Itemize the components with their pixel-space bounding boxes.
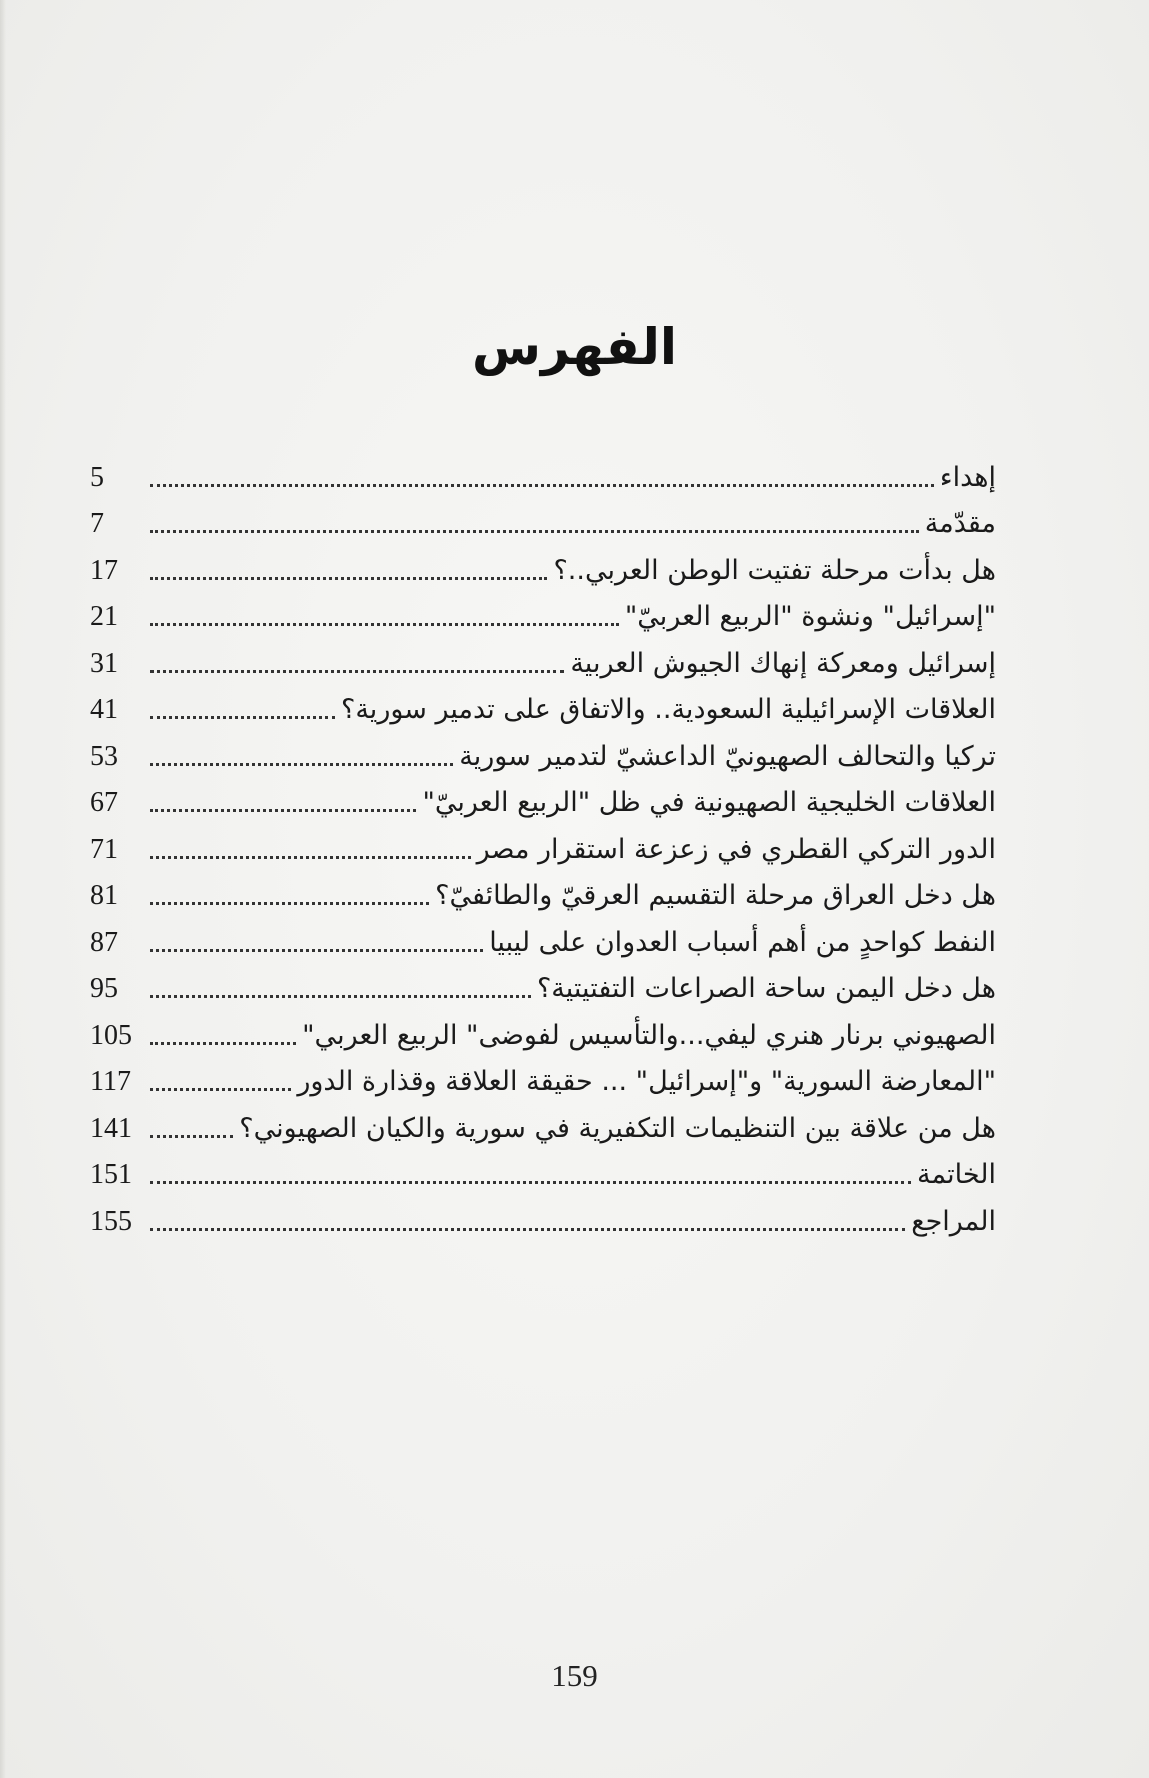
toc-dot-leader	[150, 670, 564, 673]
toc-entry-page: 155	[90, 1205, 132, 1237]
toc-dot-leader	[150, 856, 471, 859]
toc-entry	[90, 727, 996, 774]
toc-entry-title: هل دخل اليمن ساحة الصراعات التفتيتية؟	[536, 973, 996, 1004]
toc-entry-title: الخاتمة	[917, 1159, 996, 1190]
toc-entry	[90, 913, 996, 960]
toc-entry-page: 141	[90, 1112, 132, 1144]
toc-entry-title: "إسرائيل" ونشوة "الربيع العربيّ"	[624, 601, 996, 632]
toc-entry	[90, 774, 996, 821]
toc-entry-page: 7	[90, 508, 104, 539]
toc-entry-page: 95	[90, 973, 118, 1004]
page-number: 159	[551, 1658, 598, 1693]
toc-entry-title: هل دخل العراق مرحلة التقسيم العرقيّ والطائفيّ؟	[435, 880, 996, 911]
toc-entry-title: هل بدأت مرحلة تفتيت الوطن العربي..؟	[553, 554, 996, 586]
table-of-contents	[90, 448, 996, 1239]
toc-entry-page: 81	[90, 880, 118, 911]
toc-dot-leader	[150, 949, 483, 952]
toc-dot-leader	[150, 902, 429, 905]
toc-entry-title: إسرائيل ومعركة إنهاك الجيوش العربية	[570, 647, 996, 679]
toc-entry-title: هل من علاقة بين التنظيمات التكفيرية في سورية والكيان الصهيوني؟	[239, 1112, 996, 1144]
toc-dot-leader	[150, 1088, 291, 1091]
toc-entry	[90, 1146, 996, 1193]
toc-entry-page: 71	[90, 833, 118, 865]
toc-entry-page: 117	[90, 1066, 131, 1097]
toc-dot-leader	[150, 484, 934, 487]
toc-entry	[90, 588, 996, 635]
toc-dot-leader	[150, 809, 416, 812]
toc-entry-page: 21	[90, 601, 118, 632]
toc-entry-page: 87	[90, 926, 118, 958]
toc-entry	[90, 681, 996, 728]
toc-entry-page: 41	[90, 694, 118, 725]
toc-entry	[90, 820, 996, 867]
toc-entry	[90, 448, 996, 495]
toc-entry-title: المراجع	[911, 1205, 996, 1237]
toc-dot-leader	[150, 763, 453, 766]
toc-dot-leader	[150, 995, 531, 998]
toc-entry	[90, 1053, 996, 1100]
toc-entry-title: الدور التركي القطري في زعزعة استقرار مصر	[476, 833, 996, 865]
toc-entry	[90, 541, 996, 588]
toc-entry-title: "المعارضة السورية" و"إسرائيل" ... حقيقة العلاقة وقذارة الدور	[297, 1066, 996, 1097]
toc-entry-title: النفط كواحدٍ من أهم أسباب العدوان على ليبيا	[489, 926, 996, 958]
toc-dot-leader	[150, 577, 547, 580]
page-edge-shadow	[0, 0, 6, 1778]
page-title: الفهرس	[471, 318, 677, 376]
toc-entry-title: العلاقات الإسرائيلية السعودية.. والاتفاق على تدمير سورية؟	[341, 694, 996, 725]
toc-entry	[90, 1006, 996, 1053]
toc-dot-leader	[150, 1181, 911, 1184]
toc-entry	[90, 495, 996, 542]
toc-entry-page: 17	[90, 554, 118, 586]
toc-entry-title: مقدّمة	[924, 508, 996, 539]
toc-entry-title: تركيا والتحالف الصهيونيّ الداعشيّ لتدمير سورية	[459, 740, 996, 772]
toc-dot-leader	[150, 1135, 233, 1138]
toc-dot-leader	[150, 530, 919, 533]
toc-entry-title: الصهيوني برنار هنري ليفي...والتأسيس لفوضى" الربيع العربي"	[302, 1019, 996, 1051]
toc-entry-page: 67	[90, 787, 118, 818]
toc-dot-leader	[150, 1042, 296, 1045]
toc-entry	[90, 867, 996, 914]
toc-dot-leader	[150, 1228, 905, 1231]
toc-entry	[90, 1099, 996, 1146]
toc-entry-page: 5	[90, 461, 104, 493]
toc-entry-page: 151	[90, 1159, 132, 1190]
toc-dot-leader	[150, 623, 619, 626]
toc-dot-leader	[150, 716, 335, 719]
toc-entry-page: 31	[90, 647, 118, 679]
toc-entry	[90, 1192, 996, 1239]
toc-entry	[90, 634, 996, 681]
toc-entry-title: العلاقات الخليجية الصهيونية في ظل "الربيع العربيّ"	[422, 787, 996, 818]
toc-entry	[90, 960, 996, 1007]
toc-entry-page: 105	[90, 1019, 132, 1051]
toc-entry-title: إهداء	[939, 461, 996, 493]
toc-entry-page: 53	[90, 740, 118, 772]
